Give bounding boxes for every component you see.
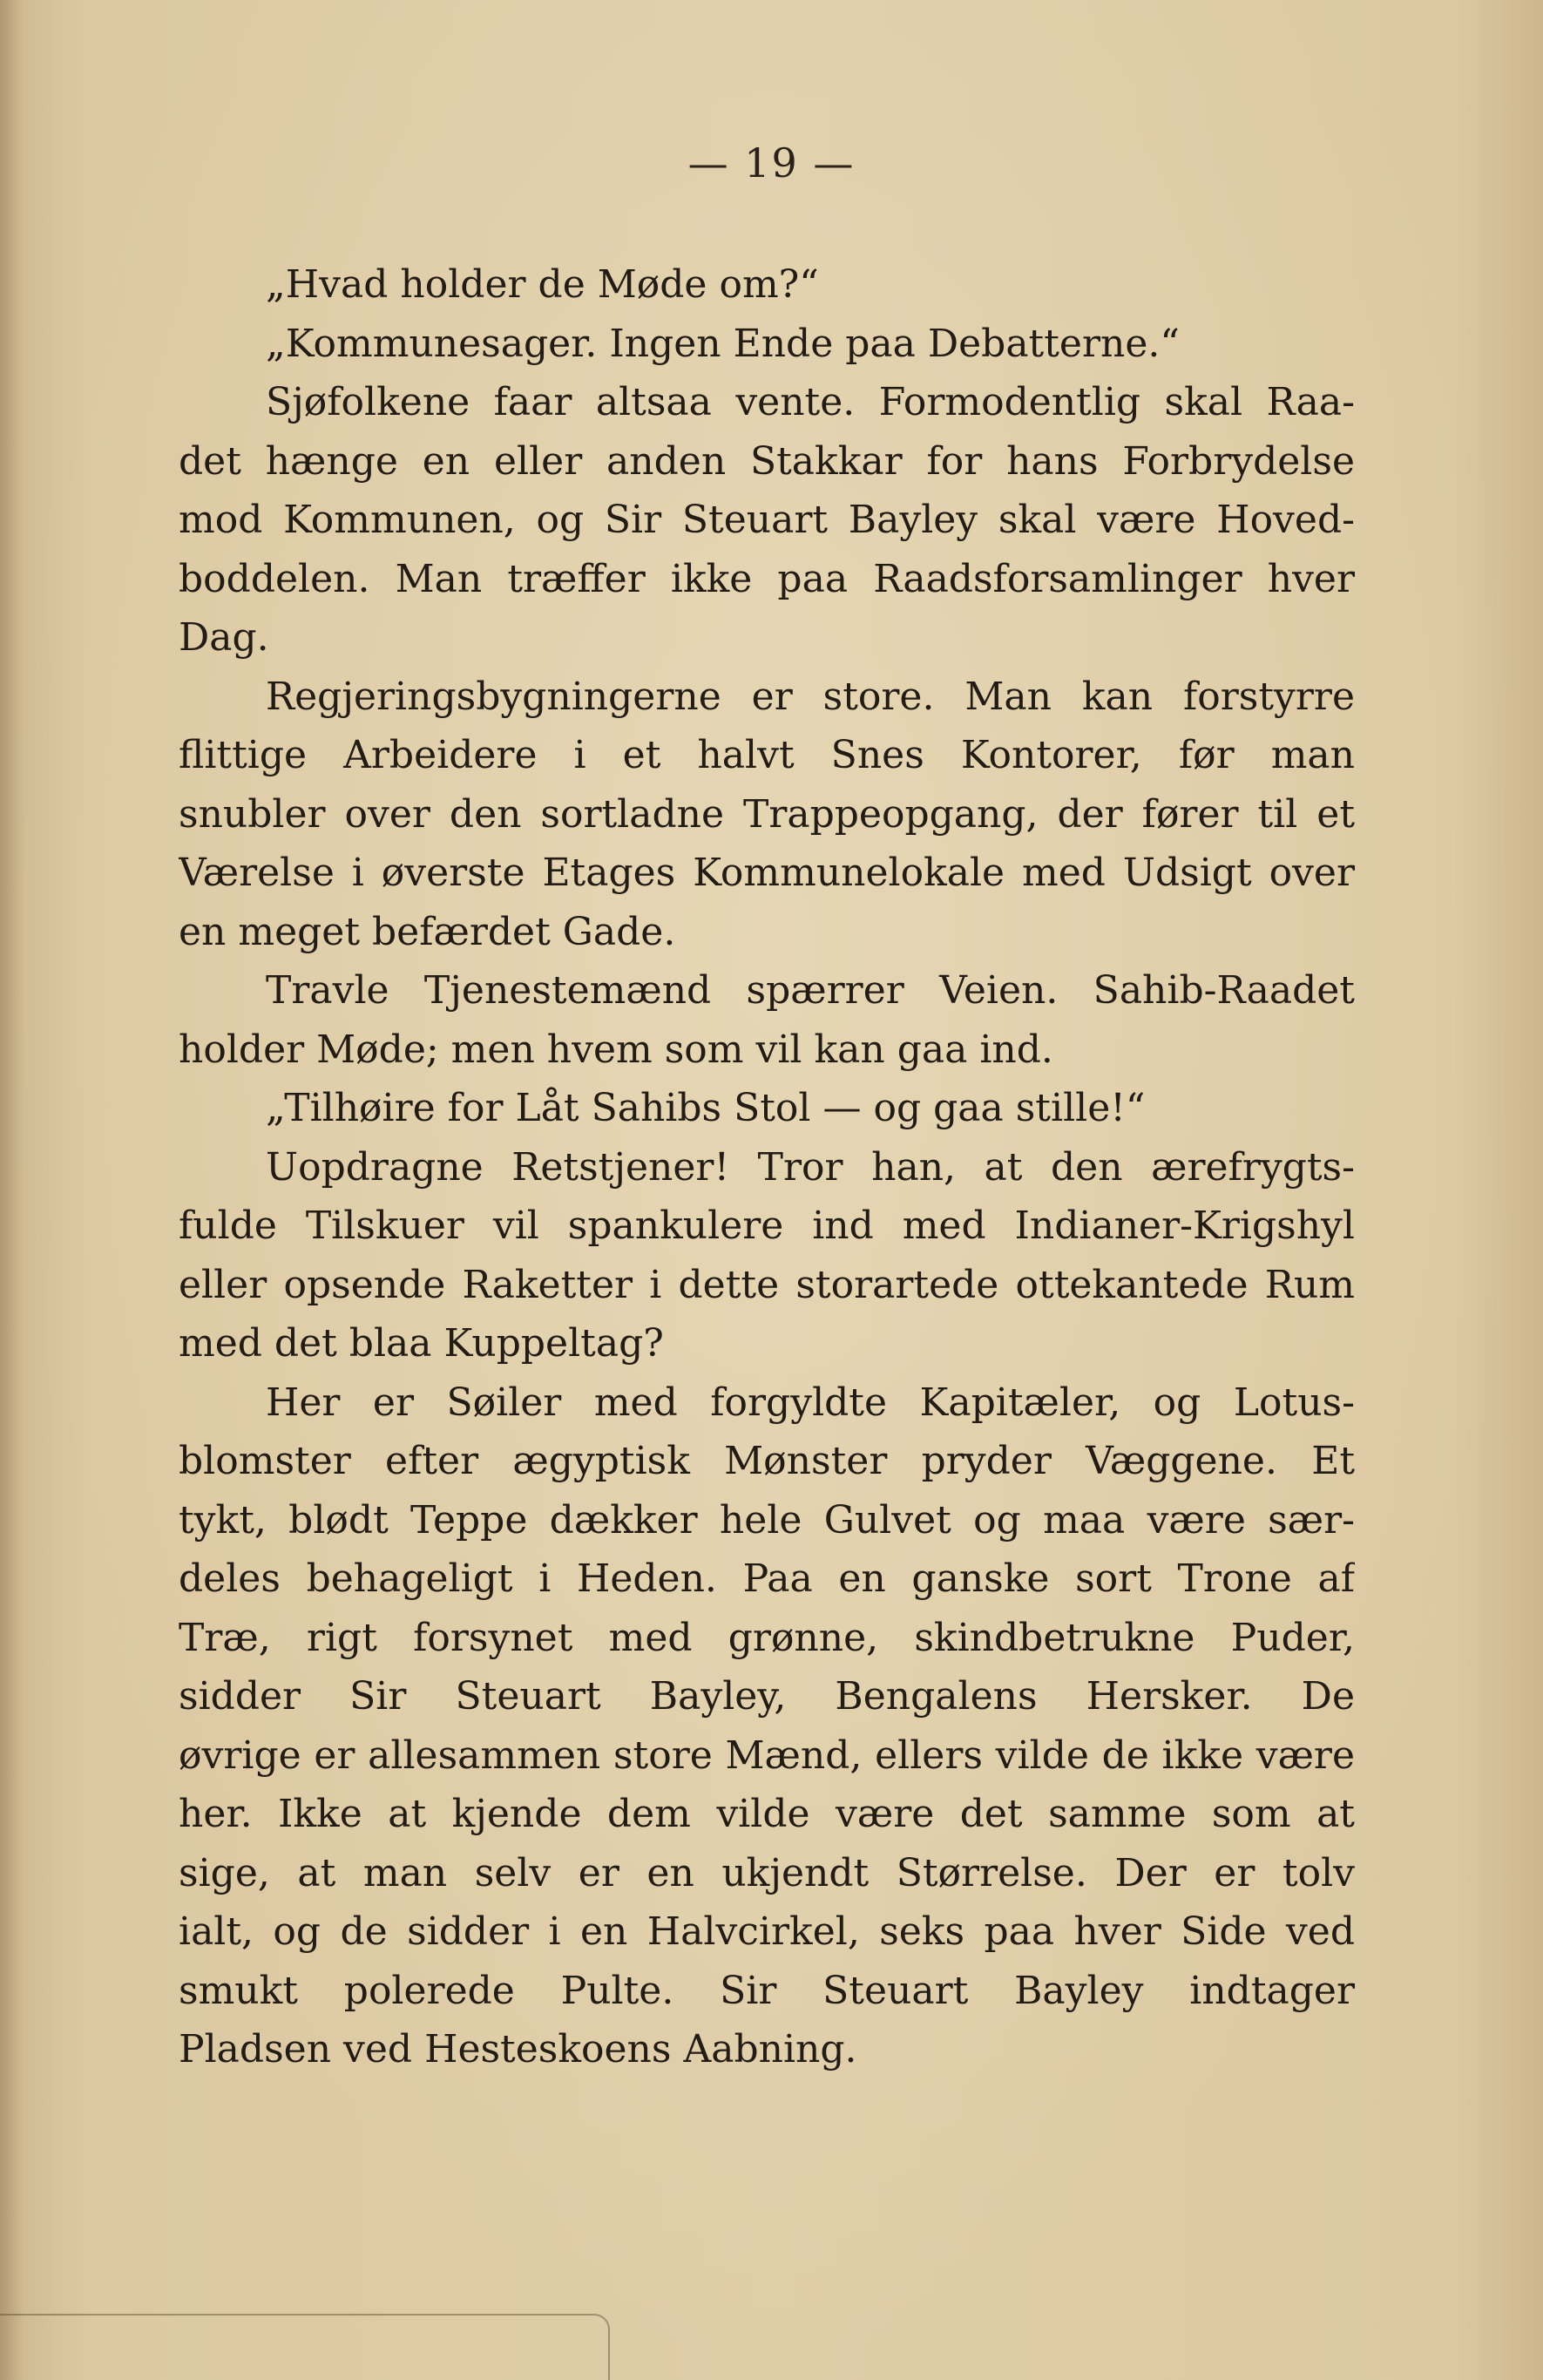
text-line: Dag.	[179, 615, 269, 660]
text-line: med det blaa Kuppeltag?	[179, 1321, 664, 1366]
text-line: Regjeringsbygningerne er store. Man kan forstyrre	[266, 674, 1355, 719]
text-line: ialt, og de sidder i en Halvcirkel, seks paa hver Side ved	[179, 1909, 1355, 1954]
text-line: sige, at man selv er en ukjendt Størrelse. Der er tolv	[179, 1850, 1355, 1895]
text-line: deles behageligt i Heden. Paa en ganske sort Trone af	[179, 1556, 1355, 1601]
text-line: her. Ikke at kjende dem vilde være det samme som at	[179, 1792, 1355, 1836]
text-line: flittige Arbeidere i et halvt Snes Kontorer, før man	[179, 733, 1355, 777]
text-line: snubler over den sortladne Trappeopgang, der fører til et	[179, 791, 1355, 837]
text-line: mod Kommunen, og Sir Steuart Bayley skal være Hoved-	[179, 498, 1355, 542]
text-line: „Hvad holder de Møde om?“	[266, 262, 819, 307]
page-number: — 19 —	[687, 139, 856, 186]
text-line: Pladsen ved Hesteskoens Aabning.	[179, 2027, 857, 2071]
text-line: Sjøfolkene faar altsaa vente. Formodentlig skal Raa-	[266, 380, 1355, 424]
text-line: øvrige er allesammen store Mænd, ellers vilde de ikke være	[179, 1732, 1355, 1778]
text-line: eller opsende Raketter i dette storartede ottekantede Rum	[179, 1262, 1355, 1307]
text-line: tykt, blødt Teppe dækker hele Gulvet og maa være sær-	[179, 1497, 1355, 1543]
text-line: holder Møde; men hvem som vil kan gaa ind.	[179, 1027, 1053, 1072]
text-line: Travle Tjenestemænd spærrer Veien. Sahib-Raadet	[266, 968, 1355, 1013]
text-line: Uopdragne Retstjener! Tror han, at den ærefrygts-	[266, 1144, 1355, 1190]
body-text	[179, 255, 1355, 2079]
text-line: „Kommunesager. Ingen Ende paa Debatterne.“	[266, 321, 1180, 366]
text-line: det hænge en eller anden Stakkar for hans Forbrydelse	[179, 438, 1355, 484]
text-line: Træ, rigt forsynet med grønne, skindbetrukne Puder,	[179, 1615, 1355, 1660]
text-line: sidder Sir Steuart Bayley, Bengalens Hersker. De	[179, 1674, 1355, 1719]
text-line: Her er Søiler med forgyldte Kapitæler, og Lotus-	[266, 1380, 1355, 1425]
text-line: smukt polerede Pulte. Sir Steuart Bayley indtager	[179, 1968, 1355, 2013]
text-line: fulde Tilskuer vil spankulere ind med Indianer-Krigshyl	[179, 1204, 1355, 1248]
text-line: en meget befærdet Gade.	[179, 909, 676, 954]
text-line: „Tilhøire for Låt Sahibs Stol — og gaa stille!“	[266, 1086, 1146, 1130]
text-line: Værelse i øverste Etages Kommunelokale med Udsigt over	[179, 851, 1355, 895]
text-line: boddelen. Man træffer ikke paa Raadsforsamlinger hver	[179, 556, 1355, 601]
binding-mark	[0, 2314, 610, 2380]
page-edge-shadow	[0, 0, 24, 2380]
text-line: blomster efter ægyptisk Mønster pryder Væggene. Et	[179, 1439, 1355, 1483]
